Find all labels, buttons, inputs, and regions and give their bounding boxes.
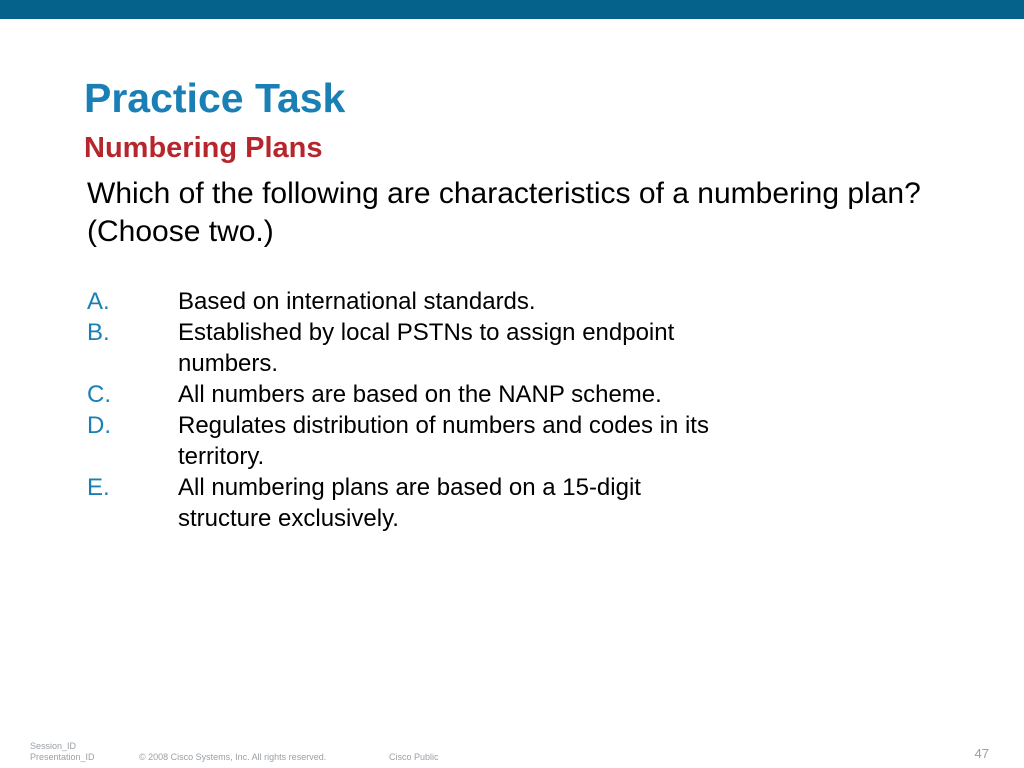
option-e [87,472,738,534]
answer-options [87,286,738,534]
page-number: 47 [974,746,989,761]
footer-ids [30,741,95,763]
copyright-notice: © 2008 Cisco Systems, Inc. All rights reserved. [139,752,327,762]
option-text: Based on international standards. [178,288,536,315]
top-bar [0,0,1024,19]
session-id: Session_ID [30,741,77,751]
slide-title: Practice Task [84,75,346,121]
option-letter: E. [87,474,110,501]
slide-subtitle: Numbering Plans [84,132,323,164]
option-b [87,317,738,379]
presentation-id: Presentation_ID [30,752,95,762]
option-letter: A. [87,288,110,315]
question-text: Which of the following are characteristics of a numbering plan? (Choose two.) [87,177,921,248]
option-c [87,379,738,410]
option-letter: D. [87,412,111,439]
option-d [87,410,738,472]
option-letter: B. [87,319,110,346]
option-letter: C. [87,381,111,408]
classification-label: Cisco Public [389,752,439,762]
option-text: Established by local PSTNs to assign endpoint numbers. [178,319,675,377]
option-text: Regulates distribution of numbers and codes in its territory. [178,412,709,470]
option-text: All numbers are based on the NANP scheme. [178,381,662,408]
option-a [87,286,738,317]
option-text: All numbering plans are based on a 15-digit structure exclusively. [178,474,641,532]
